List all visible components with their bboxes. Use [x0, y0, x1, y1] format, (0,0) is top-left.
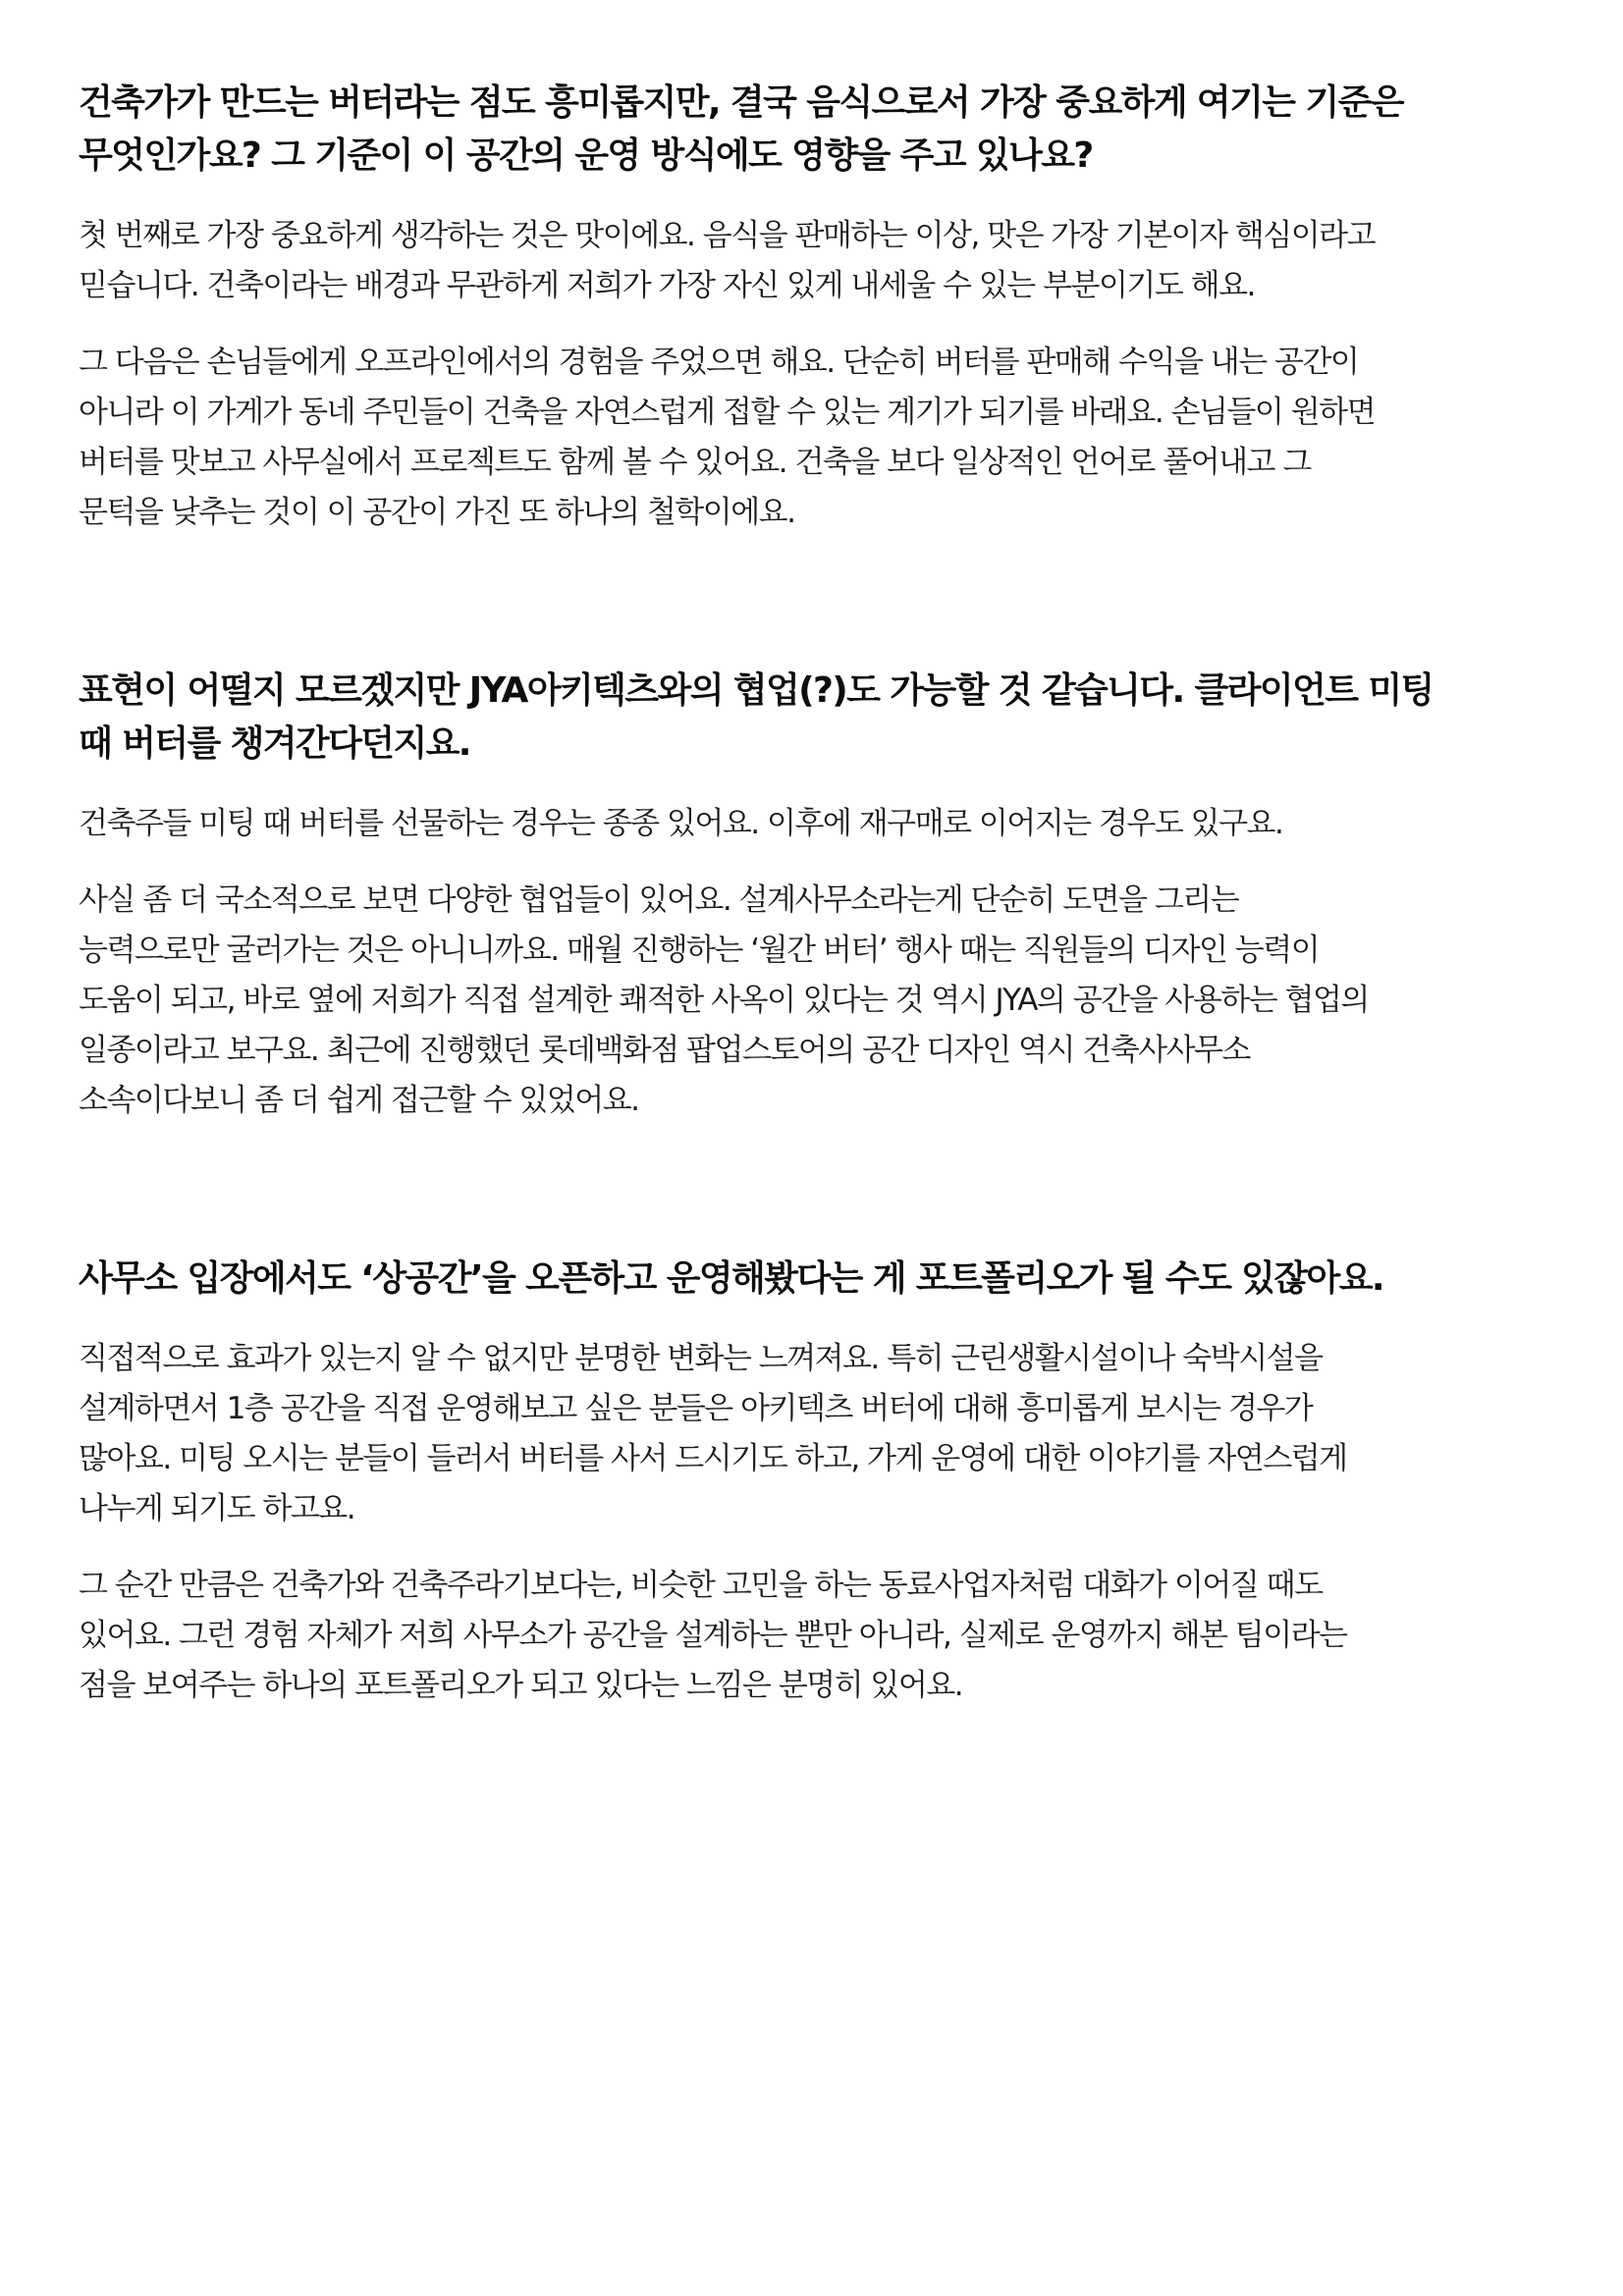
answer-paragraph: [79, 799, 1551, 849]
answer-paragraph: [79, 211, 1551, 311]
answer-line: 일종이라고 보구요. 최근에 진행했던 롯데백화점 팝업스토어의 공간 디자인 역시 건축사사무소: [79, 1033, 1250, 1068]
answer-line: 그 다음은 손님들에게 오프라인에서의 경험을 주었으면 해요. 단순히 버터를 판매해 수익을 내는 공간이: [79, 345, 1359, 380]
answer-line: 첫 번째로 가장 중요하게 생각하는 것은 맛이에요. 음식을 판매하는 이상, 맛은 가장 기본이자 핵심이라고: [79, 218, 1376, 253]
answer-paragraph: [79, 1561, 1551, 1711]
answer-line: 소속이다보니 좀 더 쉽게 접근할 수 있었어요.: [79, 1083, 639, 1118]
answer-paragraph: [79, 876, 1551, 1126]
question-heading: [79, 665, 1551, 771]
question-line: 표현이 어떨지 모르겠지만 JYA아키텍츠와의 협업(?)도 가능할 것 같습니다. 클라이언트 미팅: [79, 670, 1434, 711]
answer-line: 있어요. 그런 경험 자체가 저희 사무소가 공간을 설계하는 뿐만 아니라, 실제로 운영까지 해본 팀이라는: [79, 1618, 1347, 1653]
answer-paragraph: [79, 1334, 1551, 1534]
question-line: 때 버터를 챙겨간다던지요.: [79, 723, 470, 764]
answer-line: 나누게 되기도 하고요.: [79, 1491, 355, 1526]
question-line: 건축가가 만드는 버터라는 점도 흥미롭지만, 결국 음식으로서 가장 중요하게 여기는 기준은: [79, 82, 1403, 123]
answer-line: 아니라 이 가게가 동네 주민들이 건축을 자연스럽게 접할 수 있는 계기가 되기를 바래요. 손님들이 원하면: [79, 395, 1376, 430]
answer-line: 많아요. 미팅 오시는 분들이 들러서 버터를 사서 드시기도 하고, 가게 운영에 대한 이야기를 자연스럽게: [79, 1441, 1347, 1476]
answer-line: 믿습니다. 건축이라는 배경과 무관하게 저희가 가장 자신 있게 내세울 수 있는 부분이기도 해요.: [79, 268, 1255, 303]
answer-line: 설계하면서 1층 공간을 직접 운영해보고 싶은 분들은 아키텍츠 버터에 대해 흥미롭게 보시는 경우가: [79, 1391, 1313, 1426]
question-line: 사무소 입장에서도 ‘상공간’을 오픈하고 운영해봤다는 게 포트폴리오가 될 수도 있잖아요.: [79, 1258, 1383, 1299]
answer-line: 그 순간 만큼은 건축가와 건축주라기보다는, 비슷한 고민을 하는 동료사업자처럼 대화가 이어질 때도: [79, 1568, 1323, 1603]
qa-section-3: [79, 1253, 1551, 1711]
answer-line: 능력으로만 굴러가는 것은 아니니까요. 매월 진행하는 ‘월간 버터’ 행사 때는 직원들의 디자인 능력이: [79, 933, 1320, 968]
answer-line: 버터를 맛보고 사무실에서 프로젝트도 함께 볼 수 있어요. 건축을 보다 일상적인 언어로 풀어내고 그: [79, 445, 1311, 480]
answer-paragraph: [79, 338, 1551, 538]
answer-line: 점을 보여주는 하나의 포트폴리오가 되고 있다는 느낌은 분명히 있어요.: [79, 1668, 963, 1703]
answer-line: 사실 좀 더 국소적으로 보면 다양한 협업들이 있어요. 설계사무소라는게 단순히 도면을 그리는: [79, 882, 1239, 918]
qa-section-2: [79, 665, 1551, 1126]
question-heading: [79, 77, 1551, 183]
answer-line: 문턱을 낮추는 것이 이 공간이 가진 또 하나의 철학이에요.: [79, 495, 795, 530]
answer-line: 직접적으로 효과가 있는지 알 수 없지만 분명한 변화는 느껴져요. 특히 근린생활시설이나 숙박시설을: [79, 1341, 1323, 1376]
qa-section-1: [79, 77, 1551, 538]
question-heading: [79, 1253, 1551, 1306]
answer-line: 건축주들 미팅 때 버터를 선물하는 경우는 종종 있어요. 이후에 재구매로 이어지는 경우도 있구요.: [79, 806, 1283, 841]
answer-line: 도움이 되고, 바로 옆에 저희가 직접 설계한 쾌적한 사옥이 있다는 것 역시 JYA의 공간을 사용하는 협업의: [79, 983, 1369, 1018]
interview-page: [79, 77, 1551, 1737]
question-line: 무엇인가요? 그 기준이 이 공간의 운영 방식에도 영향을 주고 있나요?: [79, 135, 1093, 176]
